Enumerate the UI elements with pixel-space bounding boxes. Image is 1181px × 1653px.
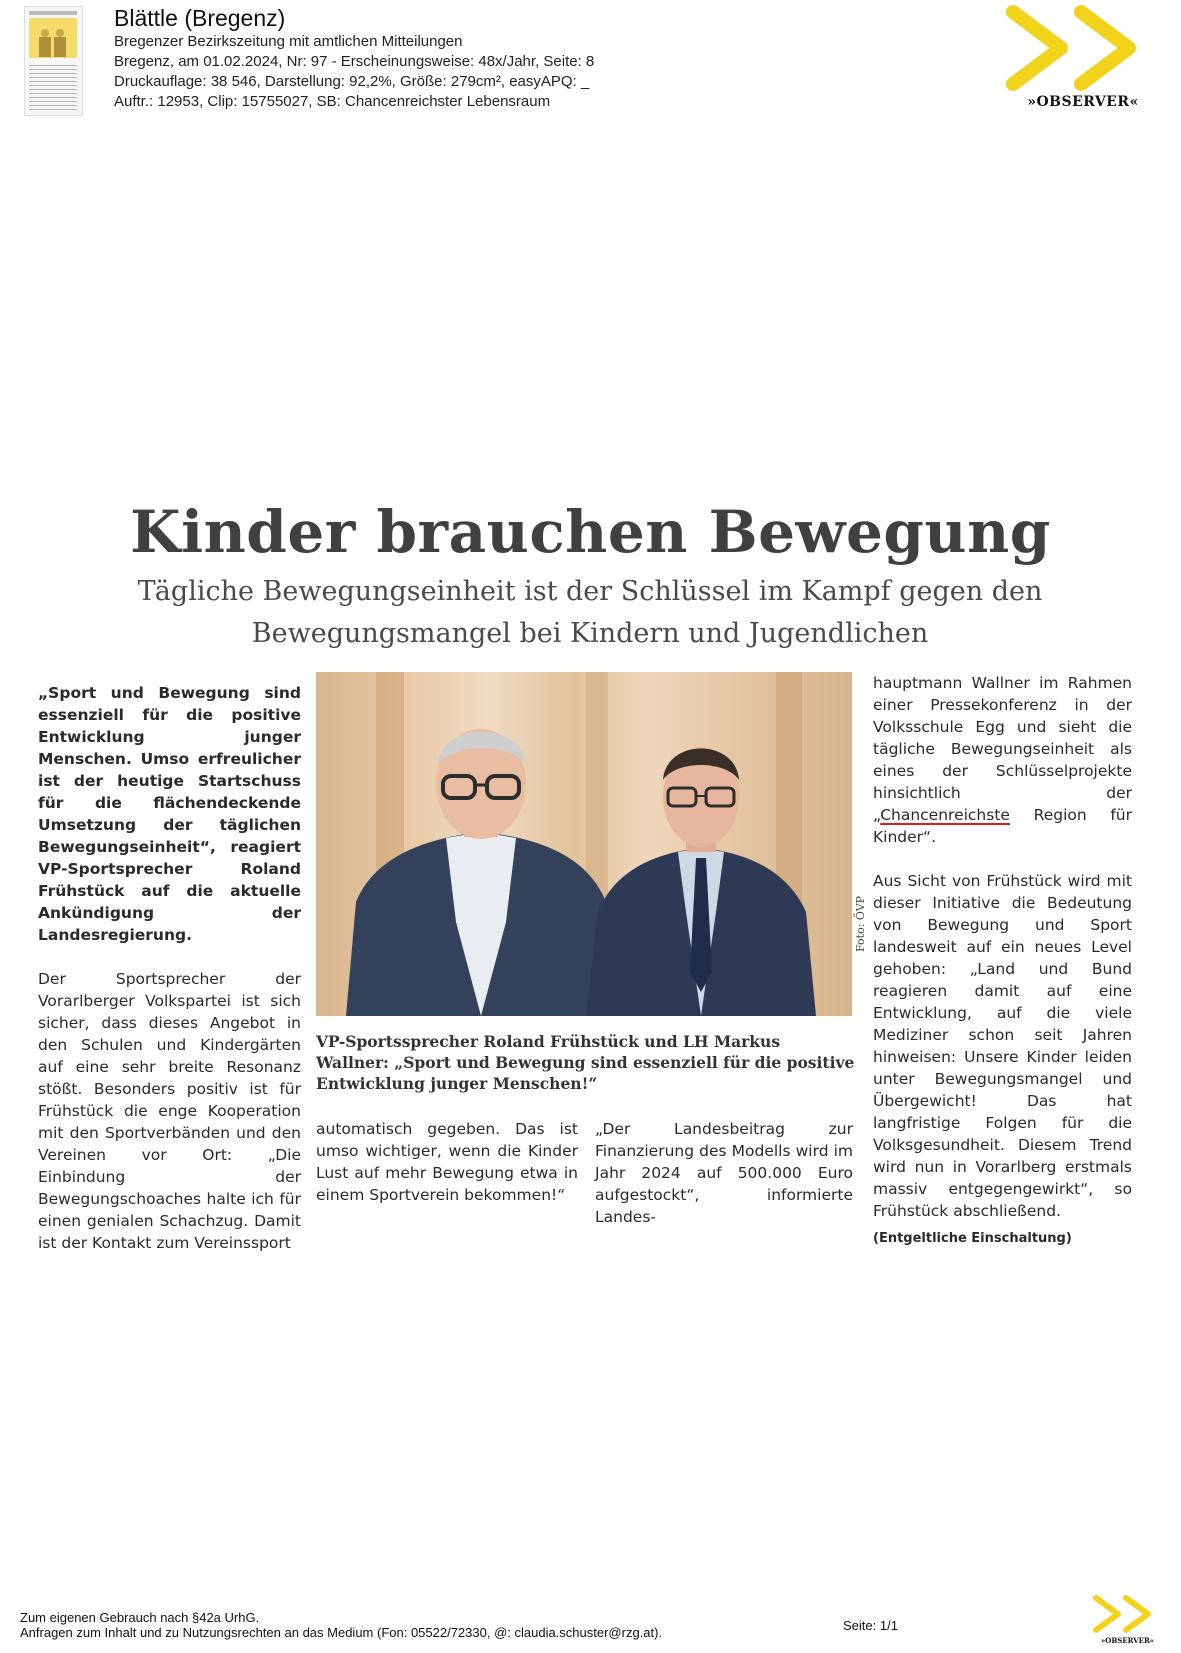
article-subheadline: Tägliche Bewegungseinheit ist der Schlüssel im Kampf gegen den Bewegungsmangel bei Kindern und Jugendlichen (137, 576, 1043, 649)
article-headline: Kinder brauchen Bewegung (130, 498, 1051, 566)
paid-notice: (Entgeltliche Einschaltung) (873, 1231, 1072, 1246)
print-info: Druckauflage: 38 546, Darstellung: 92,2%, Größe: 279cm², easyAPQ: _ (114, 73, 590, 90)
article-column-4 (873, 672, 1132, 1250)
article-paragraph: Der Sportsprecher der Vorarlberger Volkspartei ist sich sicher, dass dieses Angebot in den Schulen und Kindergärten auf eine sehr breite Resonanz stößt. Besonders positiv ist für Frühstück die enge Kooperation mit den Sportverbänden und den Vereinen vor Ort: „Die Einbindung der Bewegungschoaches halte ich für einen genialen Schachzug. Damit ist der Kontakt zum Vereinssport (38, 970, 301, 1252)
contact-notice: Anfragen zum Inhalt und zu Nutzungsrechten an das Medium (Fon: 05522/72330, @: claudia.schuster@rzg.at). (20, 1625, 663, 1640)
observer-logo-small (1090, 1592, 1165, 1647)
article-column-2 (316, 1118, 578, 1206)
article-photo (316, 672, 852, 1016)
observer-chevrons-icon (1003, 2, 1163, 94)
publication-name: Blättle (Bregenz) (114, 5, 286, 31)
article-column-3 (595, 1118, 853, 1228)
photo-caption: VP-Sportssprecher Roland Frühstück und LH Markus Wallner: „Sport und Bewegung sind essenziell für die positive Entwicklung junger Menschen!“ (316, 1032, 855, 1093)
portrait-illustration (316, 672, 852, 1016)
footer-notice (20, 1610, 662, 1640)
copyright-notice: Zum eigenen Gebrauch nach §42a UrhG. (20, 1610, 260, 1625)
order-info: Auftr.: 12953, Clip: 15755027, SB: Chancenreichster Lebensraum (114, 93, 551, 110)
publication-subtitle: Bregenzer Bezirkszeitung mit amtlichen Mitteilungen (114, 33, 463, 50)
clipping-thumbnail (24, 6, 83, 116)
article-column-1 (38, 682, 301, 1254)
clipping-header (114, 4, 594, 112)
article-lead: „Sport und Bewegung sind essenziell für die positive Entwicklung junger Menschen. Umso erfreulicher ist der heutige Startschuss für die flächendeckende Umsetzung der täglichen Bewegungseinheit“, reagiert VP-Sportsprecher Roland Frühstück auf die aktuelle Ankündigung der Landesregierung. (38, 684, 301, 944)
article-paragraph: „Der Landesbeitrag zur Finanzierung des Modells wird im Jahr 2024 auf 500.000 Euro aufgestockt“, informierte Landes- (595, 1120, 853, 1226)
photo-credit: Foto: ÖVP (854, 895, 867, 952)
article-paragraph: hauptmann Wallner im Rahmen einer Pressekonferenz in der Volksschule Egg und sieht die tägliche Bewegungseinheit als eines der Schlüsselprojekte hinsichtlich der „Chancenreichste Region für Kinder“. (873, 674, 1132, 846)
article-paragraph: automatisch gegeben. Das ist umso wichtiger, wenn die Kinder Lust auf mehr Bewegung etwa in einem Sportverein bekommen!“ (316, 1120, 578, 1204)
observer-logo-text: »OBSERVER« (1027, 94, 1139, 110)
page-number: Seite: 1/1 (843, 1618, 898, 1633)
observer-logo-text: »OBSERVER« (1100, 1636, 1155, 1645)
highlighted-term: Chancenreichste (880, 806, 1010, 824)
observer-logo (1003, 2, 1163, 112)
observer-chevrons-icon (1090, 1592, 1165, 1636)
issue-info: Bregenz, am 01.02.2024, Nr: 97 - Erscheinungsweise: 48x/Jahr, Seite: 8 (114, 53, 595, 70)
article-paragraph: Aus Sicht von Frühstück wird mit dieser Initiative die Bedeutung von Bewegung und Sport landesweit auf ein neues Level gehoben: „Land und Bund reagieren damit auf eine Entwicklung, auf die viele Mediziner schon seit Jahren hinweisen: Unsere Kinder leiden unter Bewegungsmangel und Übergewicht! Das hat langfristige Folgen für die Volksgesundheit. Diesem Trend wird nun in Vorarlberg erstmals massiv entgegengewirkt“, so Frühstück abschließend. (873, 872, 1132, 1220)
